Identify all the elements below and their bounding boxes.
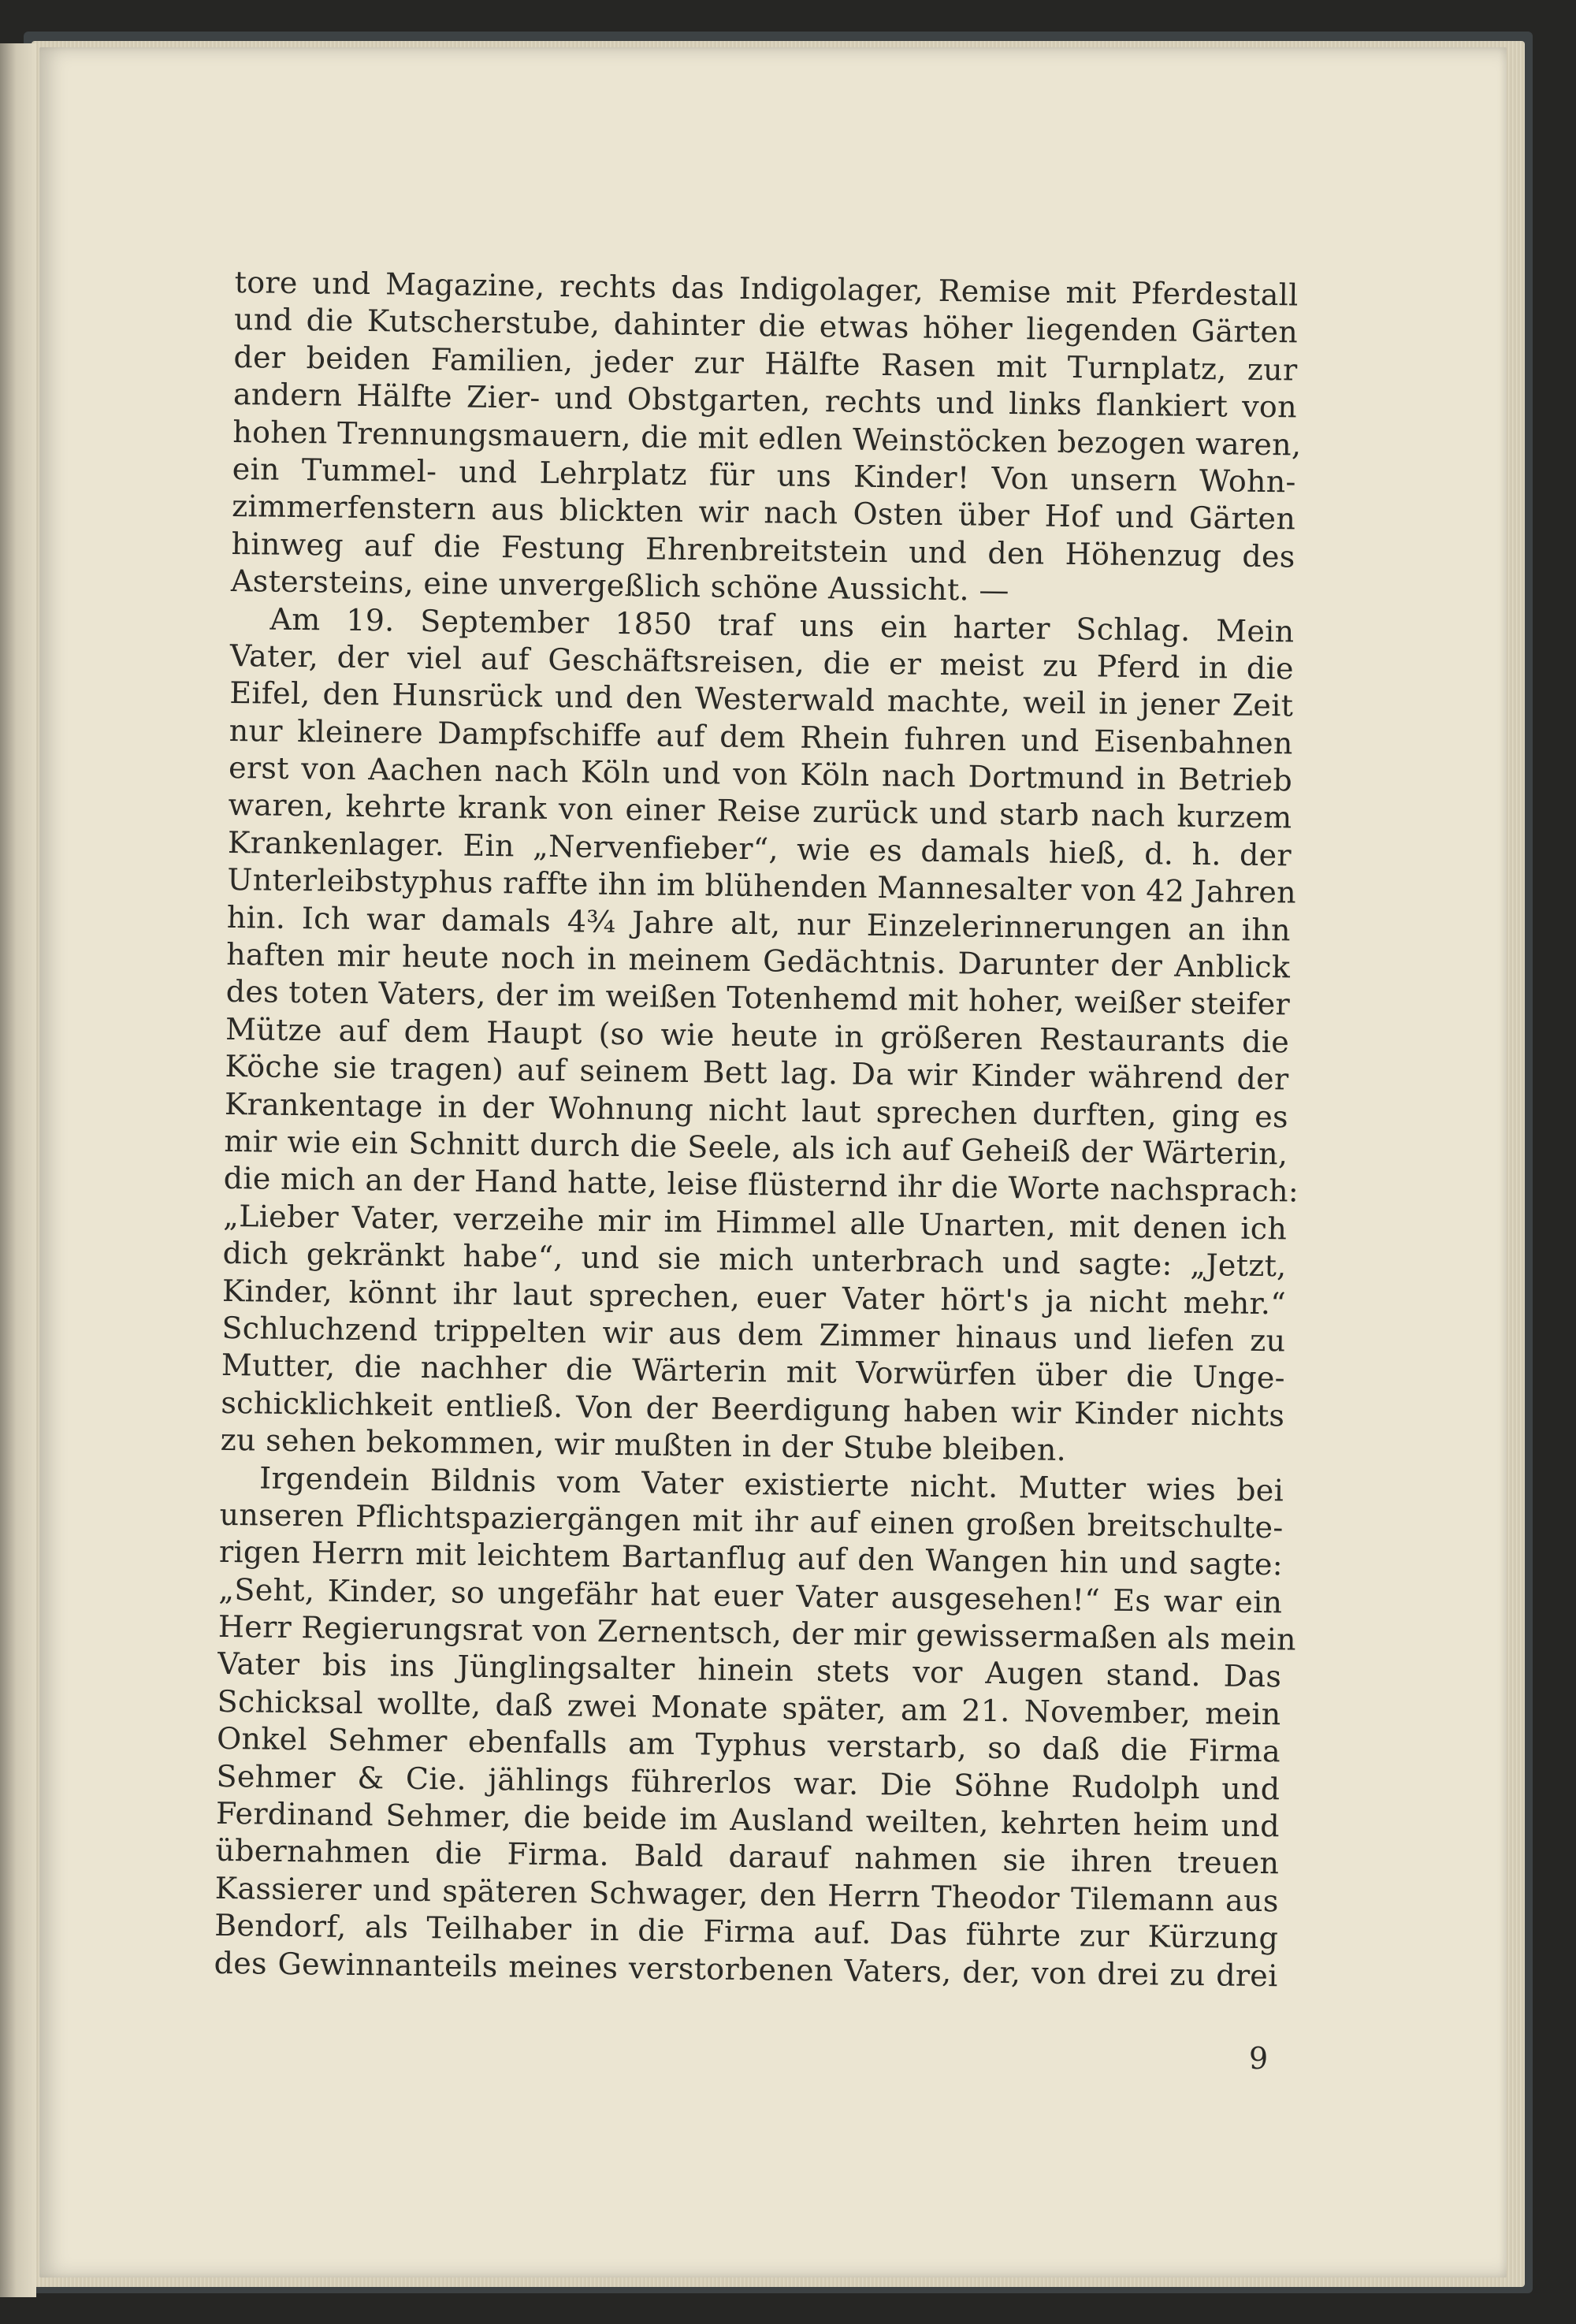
body-text xyxy=(214,264,1302,1995)
text-line: Kassierer und späteren Schwager, den Herrn Theodor Tilemann aus xyxy=(214,1870,1279,1919)
text-line: andern Hälfte Zier- und Obstgarten, rechts und links flankiert von xyxy=(232,377,1298,425)
text-line: Krankenlager. Ein „Nervenfieber“, wie es damals hieß, d. h. der xyxy=(227,824,1292,873)
text-line: des Gewinnanteils meines verstorbenen Vaters, der, von drei zu drei xyxy=(214,1945,1278,1993)
text-line: dich gekränkt habe“, und sie mich unterbrach und sagte: „Jetzt, xyxy=(222,1236,1287,1284)
text-line: Eifel, den Hunsrück und den Westerwald machte, weil in jener Zeit xyxy=(229,675,1294,723)
text-line: unseren Pflichtspaziergängen mit ihr auf einen großen breitschulte- xyxy=(219,1497,1284,1545)
text-line: übernahmen die Firma. Bald darauf nahmen sie ihren treuen xyxy=(215,1833,1280,1881)
text-line: Schicksal wollte, daß zwei Monate später, am 21. November, mein xyxy=(217,1683,1281,1732)
text-line: die mich an der Hand hatte, leise flüsternd ihr die Worte nachsprach: xyxy=(223,1161,1299,1209)
text-line: Herr Regierungsrat von Zernentsch, der mir gewissermaßen als mein xyxy=(217,1608,1297,1657)
text-line: zu sehen bekommen, wir mußten in der Stube bleiben. xyxy=(220,1422,1067,1468)
text-line: tore und Magazine, rechts das Indigolager, Remise mit Pferdestall xyxy=(234,264,1299,313)
text-line: Ferdinand Sehmer, die beide im Ausland weilten, kehrten heim und xyxy=(215,1795,1280,1844)
text-line: schicklichkeit entließ. Von der Beerdigung haben wir Kinder nichts xyxy=(221,1385,1285,1433)
text-line: und die Kutscherstube, dahinter die etwas höher liegenden Gärten xyxy=(233,302,1299,350)
text-line: waren, kehrte krank von einer Reise zurück und starb nach kurzem xyxy=(228,787,1292,835)
text-line: Schluchzend trippelten wir aus dem Zimmer hinaus und liefen zu xyxy=(221,1310,1286,1359)
text-line: „Lieber Vater, verzeihe mir im Himmel alle Unarten, mit denen ich xyxy=(222,1198,1288,1247)
text-line: der beiden Familien, jeder zur Hälfte Rasen mit Turnplatz, zur xyxy=(233,339,1298,388)
text-line: des toten Vaters, der im weißen Totenhemd mit hoher, weißer steifer xyxy=(225,974,1291,1022)
text-line: Am 19. September 1850 traf uns ein harter Schlag. Mein xyxy=(269,601,1295,649)
text-line: Sehmer & Cie. jählings führerlos war. Die Söhne Rudolph und xyxy=(216,1758,1280,1806)
text-line: Mütze auf dem Haupt (so wie heute in größeren Restaurants die xyxy=(225,1011,1290,1060)
text-line: zimmerfenstern aus blickten wir nach Osten über Hof und Gärten xyxy=(231,489,1296,537)
text-line: Köche sie tragen) auf seinem Bett lag. Da wir Kinder während der xyxy=(225,1049,1289,1097)
text-line: mir wie ein Schnitt durch die Seele, als ich auf Geheiß der Wärterin, xyxy=(224,1123,1288,1172)
text-line: rigen Herrn mit leichtem Bartanflug auf den Wangen hin und sagte: xyxy=(218,1534,1284,1582)
text-line: Bendorf, als Teilhaber in die Firma auf. Das führte zur Kürzung xyxy=(214,1908,1279,1956)
page-number: 9 xyxy=(1249,2041,1269,2076)
text-line: ein Tummel- und Lehrplatz für uns Kinder! Von unsern Wohn- xyxy=(232,451,1296,500)
text-line: nur kleinere Dampfschiffe auf dem Rhein fuhren und Eisenbahnen xyxy=(229,712,1293,761)
text-line: erst von Aachen nach Köln und von Köln nach Dortmund in Betrieb xyxy=(228,750,1293,798)
text-line: Vater bis ins Jünglingsalter hinein stets vor Augen stand. Das xyxy=(217,1646,1282,1694)
text-line: hinweg auf die Festung Ehrenbreitstein und den Höhenzug des xyxy=(231,526,1295,574)
text-line: Onkel Sehmer ebenfalls am Typhus verstarb, so daß die Firma xyxy=(216,1721,1281,1769)
text-line: hohen Trennungsmauern, die mit edlen Weinstöcken bezogen waren, xyxy=(232,414,1302,463)
text-line: Unterleibstyphus raffte ihn im blühenden Mannesalter von 42 Jahren xyxy=(227,862,1297,910)
text-line: Irgendein Bildnis vom Vater existierte nicht. Mutter wies bei xyxy=(258,1459,1284,1508)
text-line: „Seht, Kinder, so ungefähr hat euer Vater ausgesehen!“ Es war ein xyxy=(218,1571,1283,1620)
text-line: Mutter, die nachher die Wärterin mit Vorwürfen über die Unge- xyxy=(221,1348,1286,1396)
text-line: hin. Ich war damals 4¾ Jahre alt, nur Einzelerinnerungen an ihn xyxy=(226,899,1292,948)
text-line: haften mir heute noch in meinem Gedächtnis. Darunter der Anblick xyxy=(226,936,1291,985)
text-line: Krankentage in der Wohnung nicht laut sprechen durften, ging es xyxy=(224,1086,1289,1135)
book-page xyxy=(39,47,1507,2278)
text-line: Astersteins, eine unvergeßlich schöne Aussicht. — xyxy=(230,563,1009,608)
text-line: Vater, der viel auf Geschäftsreisen, die er meist zu Pferd in die xyxy=(229,638,1295,686)
text-line: Kinder, könnt ihr laut sprechen, euer Vater hört's ja nicht mehr.“ xyxy=(221,1273,1287,1321)
left-page-edge xyxy=(0,43,36,2297)
